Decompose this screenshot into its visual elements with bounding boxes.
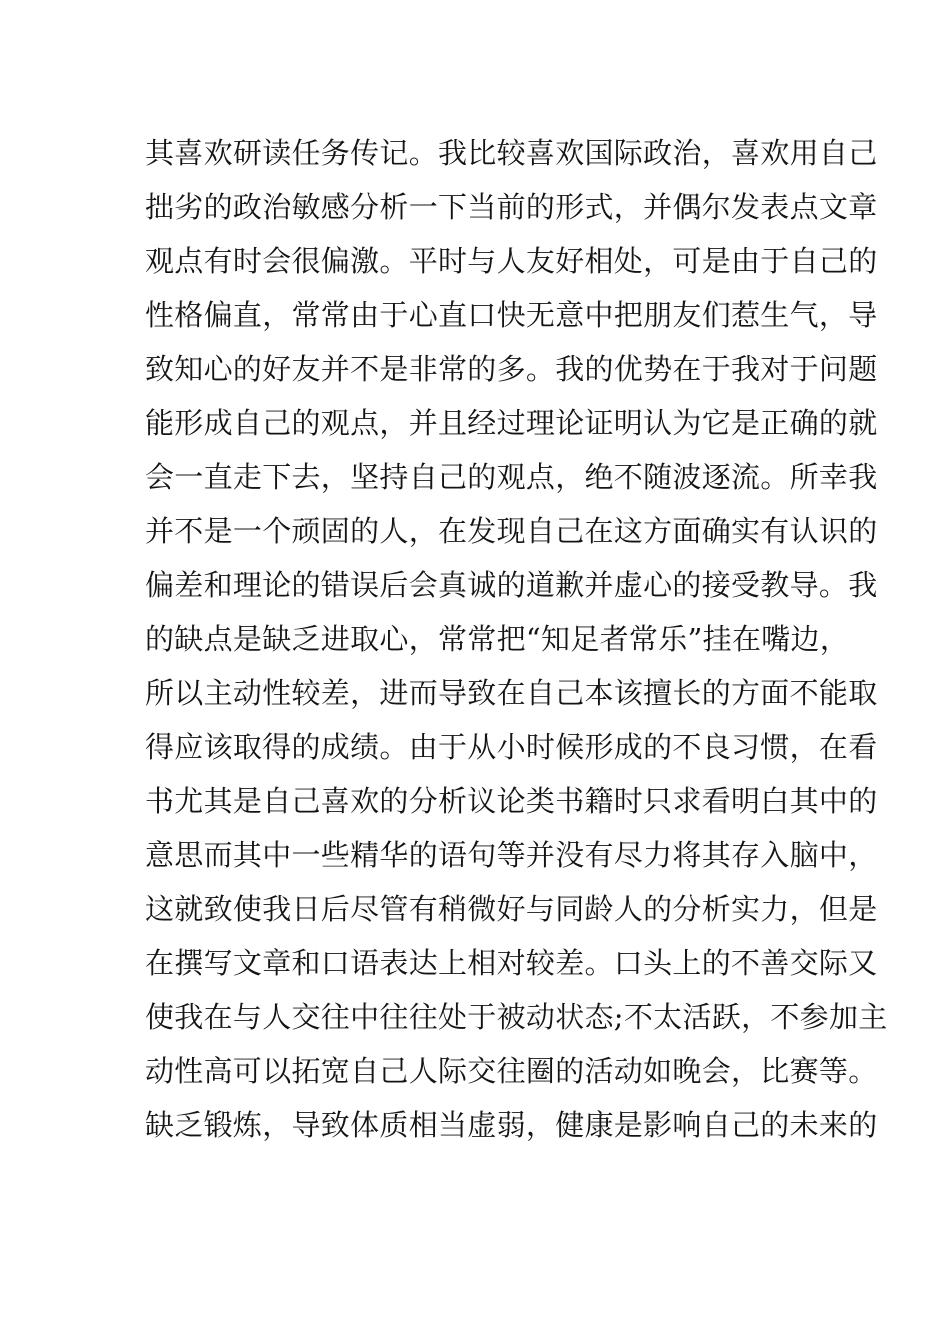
text-line: 能形成自己的观点，并且经过理论证明认为它是正确的就 — [145, 406, 878, 440]
text-line: 观点有时会很偏激。平时与人友好相处，可是由于自己的 — [145, 244, 878, 278]
text-line: 动性高可以拓宽自己人际交往圈的活动如晚会，比赛等。 — [145, 1054, 878, 1088]
text-line: 书尤其是自己喜欢的分析议论类书籍时只求看明白其中的 — [145, 784, 878, 818]
text-line: 其喜欢研读任务传记。我比较喜欢国际政治，喜欢用自己 — [145, 136, 878, 170]
text-line: 并不是一个顽固的人，在发现自己在这方面确实有认识的 — [145, 514, 878, 548]
text-line: 偏差和理论的错误后会真诚的道歉并虚心的接受教导。我 — [145, 568, 878, 602]
body-paragraph — [145, 126, 888, 1152]
text-line: 致知心的好友并不是非常的多。我的优势在于我对于问题 — [145, 352, 878, 386]
text-line: 所以主动性较差，进而导致在自己本该擅长的方面不能取 — [145, 676, 878, 710]
text-line: 得应该取得的成绩。由于从小时候形成的不良习惯，在看 — [145, 730, 878, 764]
text-line: 的缺点是缺乏进取心，常常把“知足者常乐”挂在嘴边， — [145, 622, 850, 656]
text-line: 这就致使我日后尽管有稍微好与同龄人的分析实力，但是 — [145, 892, 878, 926]
text-line: 拙劣的政治敏感分析一下当前的形式，并偶尔发表点文章 — [145, 190, 878, 224]
text-line: 在撰写文章和口语表达上相对较差。口头上的不善交际又 — [145, 946, 878, 980]
text-line: 意思而其中一些精华的语句等并没有尽力将其存入脑中， — [145, 838, 878, 872]
text-line: 会一直走下去，坚持自己的观点，绝不随波逐流。所幸我 — [145, 460, 878, 494]
text-line: 使我在与人交往中往往处于被动状态;不太活跃，不参加主 — [145, 1000, 888, 1034]
text-line: 缺乏锻炼，导致体质相当虚弱，健康是影响自己的未来的 — [145, 1108, 878, 1142]
text-line: 性格偏直，常常由于心直口快无意中把朋友们惹生气，导 — [145, 298, 878, 332]
